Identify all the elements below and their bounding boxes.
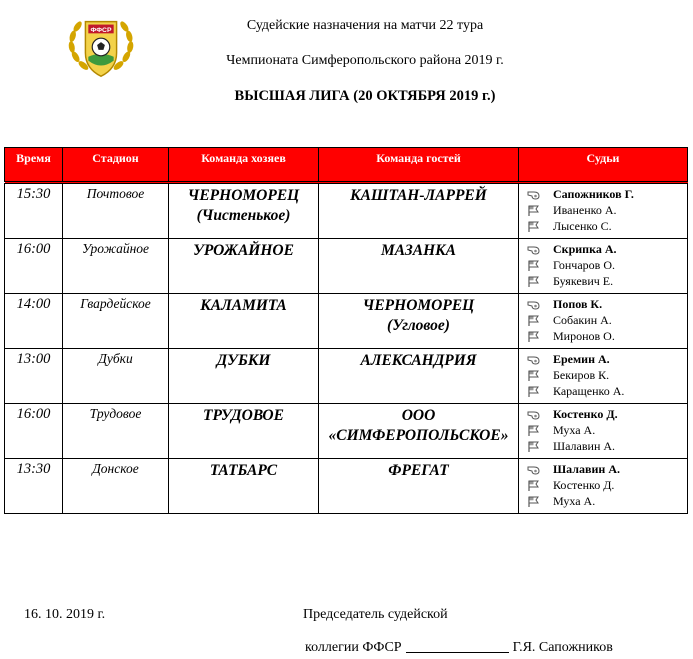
svg-text:ФФСР: ФФСР xyxy=(90,26,112,34)
match-stadium: Урожайное xyxy=(63,239,169,294)
table-row xyxy=(5,239,688,294)
flag-icon xyxy=(527,221,541,232)
flag-icon xyxy=(527,441,541,452)
ffsr-logo-icon xyxy=(62,8,140,86)
match-stadium: Трудовое xyxy=(63,404,169,459)
away-team xyxy=(319,404,519,459)
whistle-icon xyxy=(527,189,541,200)
match-stadium: Дубки xyxy=(63,349,169,404)
whistle-icon xyxy=(527,464,541,475)
main-referee xyxy=(527,351,684,367)
flag-icon xyxy=(527,370,541,381)
main-referee xyxy=(527,406,684,422)
away-team-name: МАЗАНКА xyxy=(380,242,457,259)
match-time: 16:00 xyxy=(5,404,63,459)
main-referee-name: Сапожников Г. xyxy=(553,187,634,201)
assistant-referee-name: Муха А. xyxy=(553,423,596,437)
main-referee xyxy=(527,241,684,257)
home-team-name: ЧЕРНОМОРЕЦ xyxy=(187,187,300,204)
table-row xyxy=(5,183,688,239)
main-referee xyxy=(527,461,684,477)
table-row xyxy=(5,404,688,459)
assistant-referee-1 xyxy=(527,422,684,438)
signer-title: Председатель судейской xyxy=(303,607,448,622)
home-team xyxy=(169,459,319,514)
flag-icon xyxy=(527,425,541,436)
col-header-time: Время xyxy=(5,148,63,183)
flag-icon xyxy=(527,386,541,397)
referees xyxy=(519,294,688,349)
title-line-2: Чемпионата Симферопольского района 2019 г. xyxy=(226,53,504,68)
flag-icon xyxy=(527,205,541,216)
away-team-name: ООО xyxy=(401,407,436,424)
main-referee-name: Костенко Д. xyxy=(553,407,618,421)
away-team-name: ЧЕРНОМОРЕЦ xyxy=(362,297,475,314)
assistant-referee-2 xyxy=(527,218,684,234)
assistant-referee-1 xyxy=(527,202,684,218)
assistant-referee-name: Муха А. xyxy=(553,494,596,508)
col-header-home: Команда хозяев xyxy=(169,148,319,183)
match-stadium: Почтовое xyxy=(63,183,169,239)
signer-org: коллегии ФФСР xyxy=(305,640,402,655)
table-row xyxy=(5,294,688,349)
referees xyxy=(519,239,688,294)
assistant-referee-name: Шалавин А. xyxy=(553,439,616,453)
match-time: 13:00 xyxy=(5,349,63,404)
flag-icon xyxy=(527,260,541,271)
home-team-sub: (Чистенькое) xyxy=(196,207,291,224)
away-team xyxy=(319,183,519,239)
signature-line xyxy=(406,652,509,653)
assistant-referee-1 xyxy=(527,257,684,273)
schedule-table xyxy=(4,147,688,514)
assistant-referee-name: Собакин А. xyxy=(553,313,612,327)
referees xyxy=(519,349,688,404)
main-referee-name: Попов К. xyxy=(553,297,603,311)
whistle-icon xyxy=(527,409,541,420)
away-team-sub: (Угловое) xyxy=(387,317,450,334)
assistant-referee-1 xyxy=(527,312,684,328)
assistant-referee-name: Миронов О. xyxy=(553,329,615,343)
assistant-referee-name: Лысенко С. xyxy=(553,219,612,233)
away-team xyxy=(319,349,519,404)
footer-date: 16. 10. 2019 г. xyxy=(24,607,106,622)
match-time: 15:30 xyxy=(5,183,63,239)
away-team xyxy=(319,459,519,514)
home-team-name: УРОЖАЙНОЕ xyxy=(193,242,294,259)
table-row xyxy=(5,459,688,514)
assistant-referee-1 xyxy=(527,367,684,383)
match-stadium: Донское xyxy=(63,459,169,514)
match-time: 13:30 xyxy=(5,459,63,514)
assistant-referee-name: Каращенко А. xyxy=(553,384,625,398)
table-header-row xyxy=(5,148,688,183)
assistant-referee-name: Буякевич Е. xyxy=(553,274,614,288)
assistant-referee-name: Костенко Д. xyxy=(553,478,615,492)
col-header-stadium: Стадион xyxy=(63,148,169,183)
home-team xyxy=(169,404,319,459)
assistant-referee-name: Иваненко А. xyxy=(553,203,617,217)
assistant-referee-name: Гончаров О. xyxy=(553,258,615,272)
assistant-referee-2 xyxy=(527,438,684,454)
main-referee-name: Еремин А. xyxy=(553,352,610,366)
assistant-referee-1 xyxy=(527,477,684,493)
home-team xyxy=(169,349,319,404)
home-team xyxy=(169,294,319,349)
away-team-sub: «СИМФЕРОПОЛЬСКОЕ» xyxy=(328,427,509,444)
home-team xyxy=(169,183,319,239)
match-time: 14:00 xyxy=(5,294,63,349)
title-line-1: Судейские назначения на матчи 22 тура xyxy=(246,18,484,33)
home-team-name: КАЛАМИТА xyxy=(200,297,287,314)
assistant-referee-2 xyxy=(527,493,684,509)
away-team xyxy=(319,239,519,294)
home-team-name: ТАТБАРС xyxy=(209,462,278,479)
away-team-name: КАШТАН-ЛАРРЕЙ xyxy=(350,187,487,204)
col-header-away: Команда гостей xyxy=(319,148,519,183)
whistle-icon xyxy=(527,244,541,255)
col-header-referees: Судьи xyxy=(519,148,688,183)
flag-icon xyxy=(527,480,541,491)
assistant-referee-name: Бекиров К. xyxy=(553,368,610,382)
away-team-name: ФРЕГАТ xyxy=(388,462,449,479)
assistant-referee-2 xyxy=(527,383,684,399)
away-team-name: АЛЕКСАНДРИЯ xyxy=(360,352,477,369)
whistle-icon xyxy=(527,299,541,310)
assistant-referee-2 xyxy=(527,328,684,344)
assistant-referee-2 xyxy=(527,273,684,289)
flag-icon xyxy=(527,496,541,507)
signer-name: Г.Я. Сапожников xyxy=(512,640,613,655)
whistle-icon xyxy=(527,354,541,365)
match-stadium: Гвардейское xyxy=(63,294,169,349)
referees xyxy=(519,183,688,239)
home-team xyxy=(169,239,319,294)
main-referee xyxy=(527,186,684,202)
main-referee xyxy=(527,296,684,312)
signer-line xyxy=(305,640,613,656)
referees xyxy=(519,404,688,459)
flag-icon xyxy=(527,331,541,342)
home-team-name: ДУБКИ xyxy=(216,352,271,369)
flag-icon xyxy=(527,276,541,287)
home-team-name: ТРУДОВОЕ xyxy=(203,407,284,424)
main-referee-name: Скрипка А. xyxy=(553,242,617,256)
table-row xyxy=(5,349,688,404)
match-time: 16:00 xyxy=(5,239,63,294)
referees xyxy=(519,459,688,514)
main-referee-name: Шалавин А. xyxy=(553,462,620,476)
league-title: ВЫСШАЯ ЛИГА (20 ОКТЯБРЯ 2019 г.) xyxy=(234,88,496,104)
away-team xyxy=(319,294,519,349)
flag-icon xyxy=(527,315,541,326)
